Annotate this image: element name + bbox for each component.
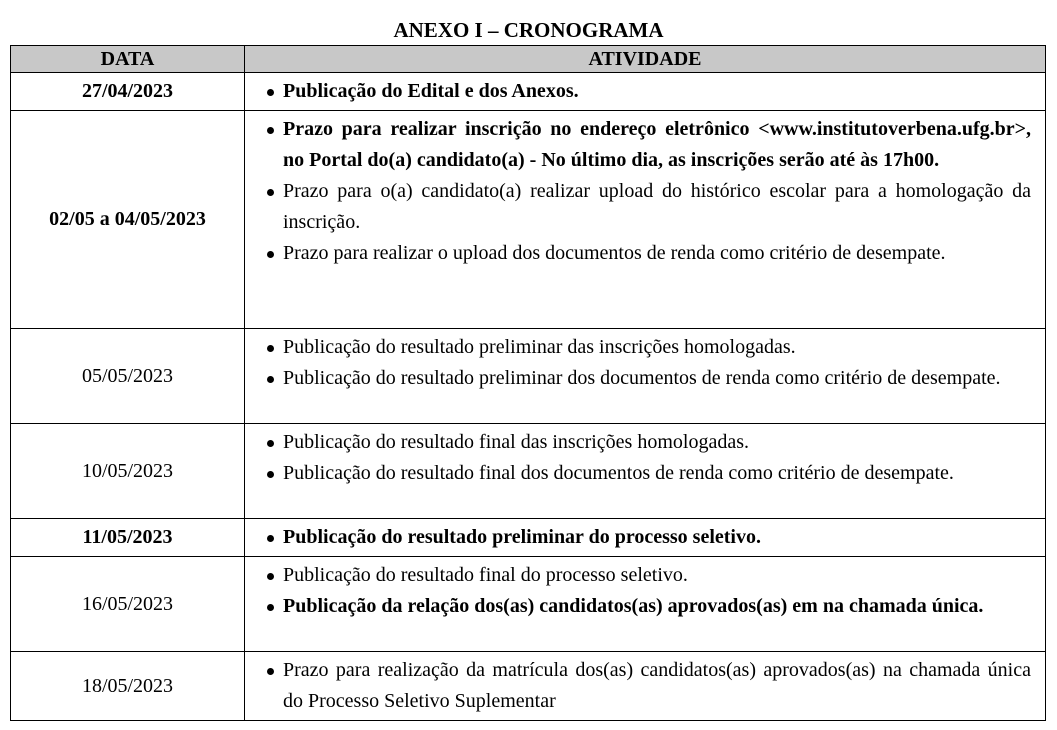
row-date: 11/05/2023 — [11, 519, 245, 557]
activity-item: Publicação do resultado final das inscrições homologadas. — [265, 427, 1031, 458]
activity-item: Prazo para realização da matrícula dos(as) candidatos(as) aprovados(as) na chamada única do Processo Seletivo Suplementar — [265, 655, 1031, 717]
row-date: 27/04/2023 — [11, 73, 245, 111]
row-date: 18/05/2023 — [11, 652, 245, 721]
row-activities — [245, 424, 1046, 519]
table-header-row — [11, 46, 1046, 73]
header-date: DATA — [11, 46, 245, 73]
activity-item: Prazo para o(a) candidato(a) realizar upload do histórico escolar para a homologação da inscrição. — [265, 176, 1031, 238]
table-row — [11, 73, 1046, 111]
row-date: 05/05/2023 — [11, 329, 245, 424]
activity-item: Publicação do resultado preliminar do processo seletivo. — [265, 522, 1031, 553]
schedule-table — [10, 45, 1046, 721]
activity-item: Publicação do Edital e dos Anexos. — [265, 76, 1031, 107]
activity-item: Publicação da relação dos(as) candidatos(as) aprovados(as) em na chamada única. — [265, 591, 1031, 622]
activity-item: Publicação do resultado preliminar das inscrições homologadas. — [265, 332, 1031, 363]
row-activities — [245, 652, 1046, 721]
row-activities — [245, 329, 1046, 424]
row-activities — [245, 519, 1046, 557]
activity-item: Prazo para realizar o upload dos documentos de renda como critério de desempate. — [265, 238, 1031, 269]
activity-item: Prazo para realizar inscrição no endereço eletrônico <www.institutoverbena.ufg.br>, no Portal do(a) candidato(a) - No último dia, as inscrições serão até às 17h00. — [265, 114, 1031, 176]
row-date: 02/05 a 04/05/2023 — [11, 111, 245, 329]
activity-item: Publicação do resultado preliminar dos documentos de renda como critério de desempate. — [265, 363, 1031, 394]
table-row — [11, 111, 1046, 329]
table-row — [11, 424, 1046, 519]
table-row — [11, 557, 1046, 652]
table-row — [11, 652, 1046, 721]
row-activities — [245, 111, 1046, 329]
row-date: 16/05/2023 — [11, 557, 245, 652]
document-title: ANEXO I – CRONOGRAMA — [393, 18, 664, 42]
table-row — [11, 519, 1046, 557]
row-date: 10/05/2023 — [11, 424, 245, 519]
header-activity: ATIVIDADE — [245, 46, 1046, 73]
row-activities — [245, 557, 1046, 652]
table-row — [11, 329, 1046, 424]
activity-item: Publicação do resultado final dos documentos de renda como critério de desempate. — [265, 458, 1031, 489]
activity-item: Publicação do resultado final do processo seletivo. — [265, 560, 1031, 591]
row-activities — [245, 73, 1046, 111]
